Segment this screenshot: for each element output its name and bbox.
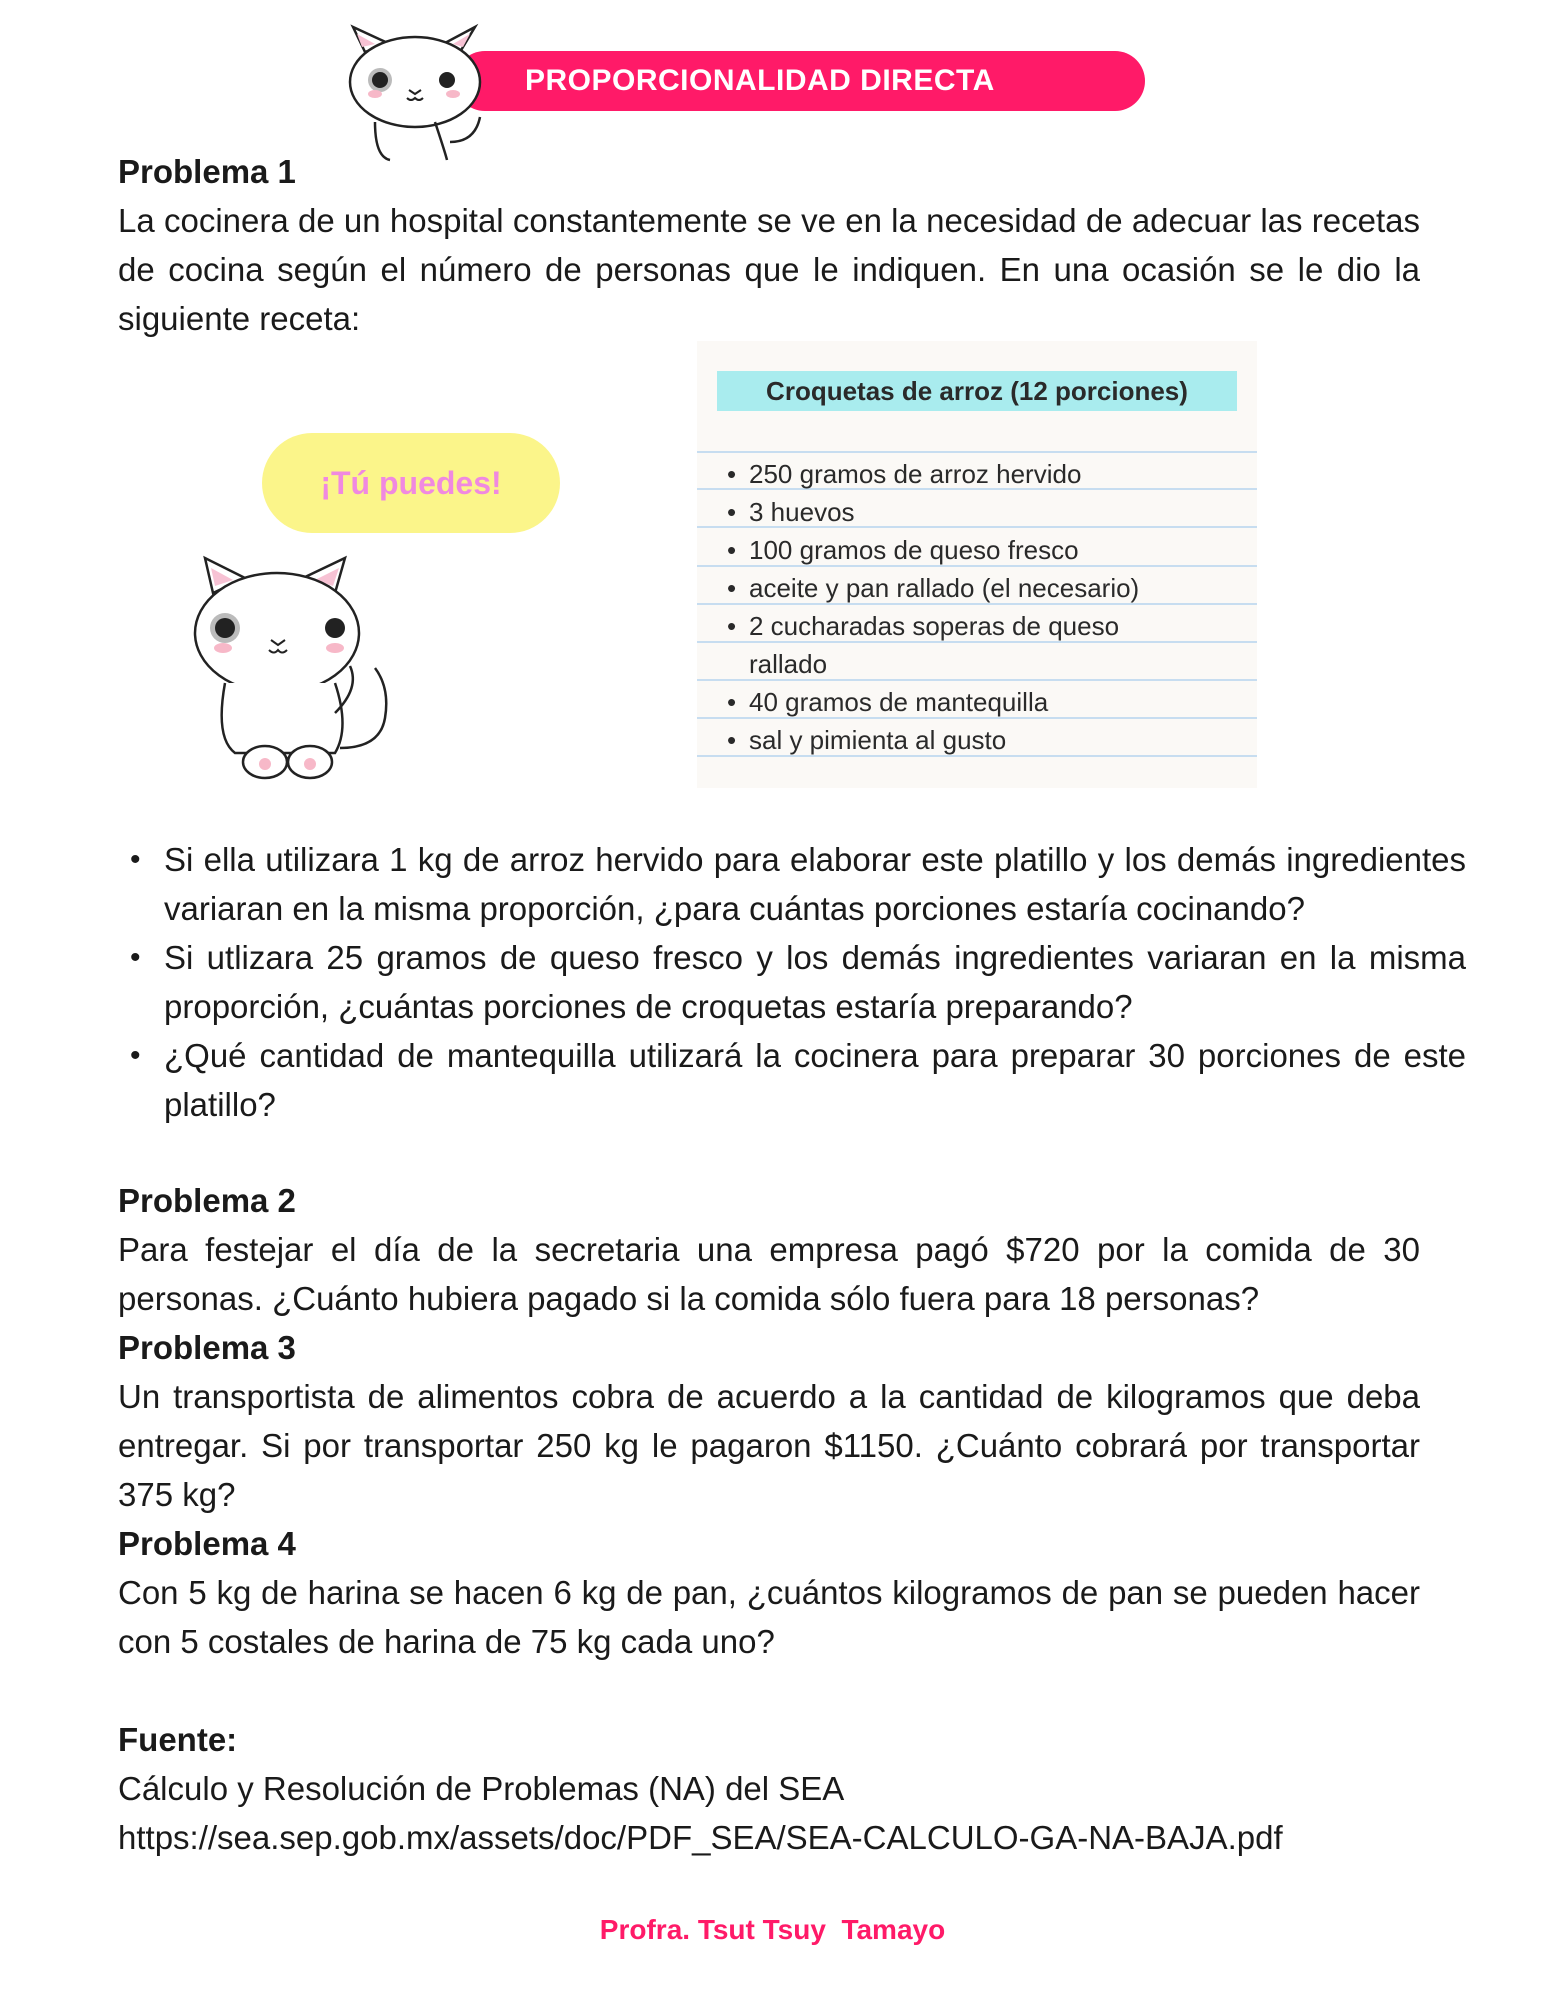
recipe-item: • 40 gramos de mantequilla [727,687,1049,717]
recipe-item: • aceite y pan rallado (el necesario) [727,573,1140,603]
recipe-rule [697,451,1257,453]
question-list [118,835,1466,1129]
source-url: https://sea.sep.gob.mx/assets/doc/PDF_SEA/SEA-CALCULO-GA-NA-BAJA.pdf [118,1819,1283,1856]
recipe-item: • 3 huevos [727,497,855,527]
recipe-item: • 2 cucharadas soperas de queso [727,611,1120,641]
recipe-item: • 100 gramos de queso fresco [727,535,1079,565]
problem-2-text: Para festejar el día de la secretaria una empresa pagó $720 por la comida de 30 personas. ¿Cuánto hubiera pagado si la comida sólo fuera para 18 personas? [118,1231,1420,1317]
page-title-banner [455,51,1145,111]
kitten-icon [335,22,495,167]
problem-4-heading: Problema 4 [118,1525,296,1562]
kitten-waving-icon [185,548,395,783]
question-item: • Si ella utilizara 1 kg de arroz hervido para elaborar este platillo y los demás ingredientes variaran en la misma proporción, ¿para cuántas porciones estaría cocinando? [164,835,1466,933]
source-title: Cálculo y Resolución de Problemas (NA) del SEA [118,1770,845,1807]
problem-4-text: Con 5 kg de harina se hacen 6 kg de pan, ¿cuántos kilogramos de pan se pueden hacer con 5 costales de harina de 75 kg cada uno? [118,1574,1420,1660]
problem-1-heading: Problema 1 [118,153,296,190]
page-title: PROPORCIONALIDAD DIRECTA [525,64,995,97]
problem-1-intro: La cocinera de un hospital constantemente se ve en la necesidad de adecuar las recetas de cocina según el número de personas que le indiquen. En una ocasión se le dio la siguiente receta: [118,202,1420,337]
question-item: • ¿Qué cantidad de mantequilla utilizará la cocinera para preparar 30 porciones de este platillo? [164,1031,1466,1129]
recipe-card [697,341,1257,788]
recipe-item: • sal y pimienta al gusto [727,725,1007,755]
problem-2-heading: Problema 2 [118,1182,296,1219]
speech-bubble-text: ¡Tú puedes! [320,464,502,501]
recipe-item: • 250 gramos de arroz hervido [727,459,1082,489]
recipe-title: Croquetas de arroz (12 porciones) [717,371,1237,411]
speech-bubble [262,433,560,533]
question-item: • Si utlizara 25 gramos de queso fresco y los demás ingredientes variaran en la misma proporción, ¿cuántas porciones de croquetas estaría preparando? [164,933,1466,1031]
recipe-item: rallado [749,649,828,679]
author-credit: Profra. Tsut Tsuy Tamayo [599,1914,946,1945]
source-heading: Fuente: [118,1721,238,1758]
problem-3-heading: Problema 3 [118,1329,296,1366]
problem-3-text: Un transportista de alimentos cobra de acuerdo a la cantidad de kilogramos que deba entregar. Si por transportar 250 kg le pagaron $1150. ¿Cuánto cobrará por transportar 375 kg? [118,1378,1420,1513]
